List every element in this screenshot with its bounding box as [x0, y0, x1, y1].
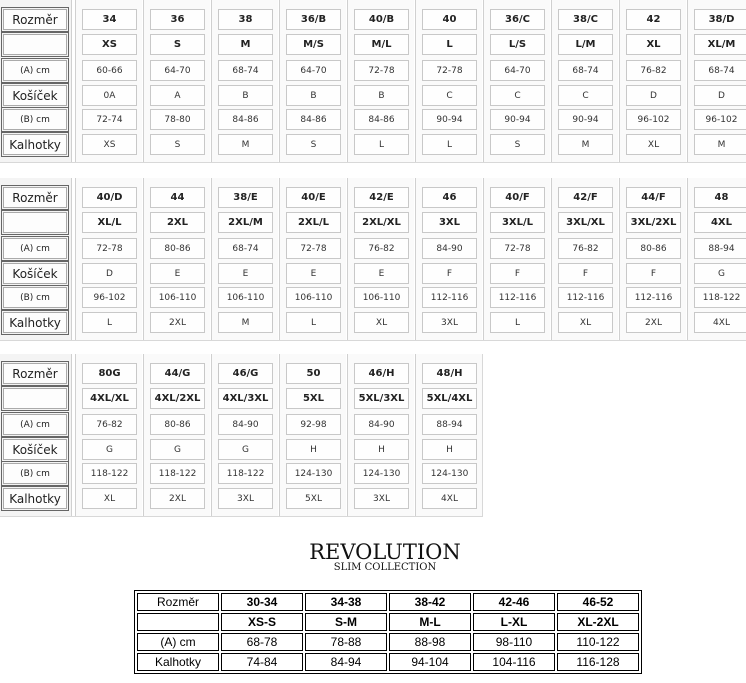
size-cell: 36/B: [286, 9, 341, 30]
row-header-cell: (B) cm: [3, 109, 67, 130]
table-cell: 78-88: [305, 633, 387, 651]
row-header-column: [0, 0, 72, 162]
row-header-cell: Rozměr: [3, 187, 67, 208]
letter-size-cell: 4XL/3XL: [218, 388, 273, 409]
cup-cell: F: [626, 263, 681, 284]
panties-cell: 2XL: [150, 312, 205, 333]
size-column: [619, 178, 686, 340]
b-cm-cell: 90-94: [490, 109, 545, 130]
letter-size-cell: XS: [82, 34, 137, 55]
size-column: [347, 178, 414, 340]
a-cm-cell: 84-90: [218, 414, 273, 435]
a-cm-cell: 64-70: [490, 60, 545, 81]
size-column: [75, 0, 142, 162]
size-cell: 44/F: [626, 187, 681, 208]
b-cm-cell: 118-122: [82, 463, 137, 484]
panties-cell: L: [422, 134, 477, 155]
cup-cell: B: [354, 85, 409, 106]
size-cell: 42/E: [354, 187, 409, 208]
size-column: [279, 0, 346, 162]
row-header-cell: Kalhotky: [3, 312, 67, 333]
cup-cell: F: [422, 263, 477, 284]
size-cell: 40/F: [490, 187, 545, 208]
table-cell: 94-104: [389, 653, 471, 671]
b-cm-cell: 106-110: [286, 287, 341, 308]
letter-size-cell: 5XL/4XL: [422, 388, 477, 409]
letter-size-cell: 3XL/2XL: [626, 212, 681, 233]
letter-size-cell: 4XL: [694, 212, 746, 233]
logo-sub-text: SLIM COLLECTION: [333, 562, 437, 573]
panties-cell: 2XL: [626, 312, 681, 333]
a-cm-cell: 72-78: [82, 238, 137, 259]
size-column: [415, 0, 482, 162]
a-cm-cell: 80-86: [626, 238, 681, 259]
b-cm-cell: 118-122: [150, 463, 205, 484]
size-cell: 38: [218, 9, 273, 30]
letter-size-cell: XL/L: [82, 212, 137, 233]
logo-main-text: REVOLUTION: [309, 540, 461, 564]
cup-cell: G: [82, 439, 137, 460]
panties-cell: L: [354, 134, 409, 155]
table-row: [137, 633, 639, 651]
table-cell: 68-78: [221, 633, 303, 651]
b-cm-cell: 118-122: [694, 287, 746, 308]
table-cell: 74-84: [221, 653, 303, 671]
size-cell: 38/D: [694, 9, 746, 30]
size-column: [279, 178, 346, 340]
cup-cell: C: [422, 85, 477, 106]
size-cell: 46: [422, 187, 477, 208]
a-cm-cell: 72-78: [490, 238, 545, 259]
table-cell: 84-94: [305, 653, 387, 671]
b-cm-cell: 124-130: [286, 463, 341, 484]
a-cm-cell: 76-82: [354, 238, 409, 259]
letter-size-cell: 2XL/XL: [354, 212, 409, 233]
panties-cell: M: [218, 134, 273, 155]
size-column: [619, 0, 686, 162]
row-header-cell: (A) cm: [3, 414, 67, 435]
row-header-cell: Rozměr: [3, 9, 67, 30]
panties-cell: L: [286, 312, 341, 333]
panties-cell: 4XL: [422, 488, 477, 509]
letter-size-cell: 4XL/2XL: [150, 388, 205, 409]
row-header-column: [0, 178, 72, 340]
cup-cell: G: [150, 439, 205, 460]
panties-cell: XL: [82, 488, 137, 509]
cup-cell: B: [218, 85, 273, 106]
row-label: Kalhotky: [137, 653, 219, 671]
size-column: [483, 0, 550, 162]
a-cm-cell: 88-94: [694, 238, 746, 259]
size-cell: 42: [626, 9, 681, 30]
letter-size-cell: 3XL: [422, 212, 477, 233]
a-cm-cell: 76-82: [626, 60, 681, 81]
a-cm-cell: 76-82: [82, 414, 137, 435]
cup-cell: A: [150, 85, 205, 106]
letter-size-cell: 2XL/M: [218, 212, 273, 233]
table-row: [137, 613, 639, 631]
size-column: [75, 354, 142, 516]
size-cell: 36/C: [490, 9, 545, 30]
letter-size-cell: M: [218, 34, 273, 55]
a-cm-cell: 72-78: [422, 60, 477, 81]
size-column: [347, 0, 414, 162]
cup-cell: C: [558, 85, 613, 106]
b-cm-cell: 118-122: [218, 463, 273, 484]
size-cell: 48: [694, 187, 746, 208]
row-header-cell: Košíček: [3, 85, 67, 106]
cup-cell: G: [694, 263, 746, 284]
b-cm-cell: 84-86: [354, 109, 409, 130]
size-cell: 80G: [82, 363, 137, 384]
letter-size-cell: 4XL/XL: [82, 388, 137, 409]
table-cell: 38-42: [389, 593, 471, 611]
b-cm-cell: 90-94: [558, 109, 613, 130]
table-cell: S-M: [305, 613, 387, 631]
b-cm-cell: 106-110: [218, 287, 273, 308]
size-table-block-3: [0, 354, 483, 517]
b-cm-cell: 124-130: [354, 463, 409, 484]
table-cell: 110-122: [557, 633, 639, 651]
letter-size-cell: 2XL/L: [286, 212, 341, 233]
size-cell: 46/G: [218, 363, 273, 384]
panties-cell: 4XL: [694, 312, 746, 333]
panties-cell: 3XL: [354, 488, 409, 509]
row-header-cell: [3, 212, 67, 233]
size-column: [143, 178, 210, 340]
panties-cell: M: [694, 134, 746, 155]
size-column: [211, 0, 278, 162]
size-cell: 40/D: [82, 187, 137, 208]
table-row: [137, 593, 639, 611]
b-cm-cell: 106-110: [150, 287, 205, 308]
b-cm-cell: 124-130: [422, 463, 477, 484]
panties-cell: XL: [626, 134, 681, 155]
cup-cell: E: [286, 263, 341, 284]
letter-size-cell: L/M: [558, 34, 613, 55]
row-label: Rozměr: [137, 593, 219, 611]
size-column: [687, 0, 746, 162]
size-cell: 38/E: [218, 187, 273, 208]
size-column: [483, 178, 550, 340]
cup-cell: F: [490, 263, 545, 284]
size-column: [347, 354, 414, 516]
letter-size-cell: 3XL/XL: [558, 212, 613, 233]
size-cell: 44/G: [150, 363, 205, 384]
letter-size-cell: M/L: [354, 34, 409, 55]
panties-cell: 3XL: [218, 488, 273, 509]
row-label: (A) cm: [137, 633, 219, 651]
row-header-cell: Košíček: [3, 439, 67, 460]
row-header-cell: [3, 34, 67, 55]
cup-cell: B: [286, 85, 341, 106]
revolution-size-table: [134, 590, 642, 674]
size-cell: 34: [82, 9, 137, 30]
a-cm-cell: 76-82: [558, 238, 613, 259]
letter-size-cell: 5XL/3XL: [354, 388, 409, 409]
size-column: [415, 178, 482, 340]
cup-cell: D: [82, 263, 137, 284]
table-cell: XL-2XL: [557, 613, 639, 631]
panties-cell: XL: [354, 312, 409, 333]
cup-cell: H: [422, 439, 477, 460]
table-row: [137, 653, 639, 671]
table-cell: 98-110: [473, 633, 555, 651]
row-header-column: [0, 354, 72, 516]
b-cm-cell: 84-86: [218, 109, 273, 130]
row-label: [137, 613, 219, 631]
cup-cell: E: [218, 263, 273, 284]
a-cm-cell: 68-74: [694, 60, 746, 81]
a-cm-cell: 60-66: [82, 60, 137, 81]
table-cell: 116-128: [557, 653, 639, 671]
revolution-logo: [300, 540, 470, 576]
size-column: [143, 0, 210, 162]
table-cell: XS-S: [221, 613, 303, 631]
size-cell: 40: [422, 9, 477, 30]
a-cm-cell: 84-90: [354, 414, 409, 435]
cup-cell: F: [558, 263, 613, 284]
size-cell: 40/B: [354, 9, 409, 30]
a-cm-cell: 72-78: [286, 238, 341, 259]
b-cm-cell: 112-116: [626, 287, 681, 308]
b-cm-cell: 112-116: [422, 287, 477, 308]
size-cell: 42/F: [558, 187, 613, 208]
b-cm-cell: 106-110: [354, 287, 409, 308]
b-cm-cell: 84-86: [286, 109, 341, 130]
table-cell: M-L: [389, 613, 471, 631]
row-header-cell: Košíček: [3, 263, 67, 284]
b-cm-cell: 90-94: [422, 109, 477, 130]
size-cell: 46/H: [354, 363, 409, 384]
a-cm-cell: 72-78: [354, 60, 409, 81]
size-cell: 44: [150, 187, 205, 208]
cup-cell: 0A: [82, 85, 137, 106]
size-column: [415, 354, 482, 516]
cup-cell: H: [354, 439, 409, 460]
b-cm-cell: 78-80: [150, 109, 205, 130]
size-column: [211, 178, 278, 340]
size-column: [75, 178, 142, 340]
row-header-cell: (B) cm: [3, 287, 67, 308]
panties-cell: S: [286, 134, 341, 155]
letter-size-cell: S: [150, 34, 205, 55]
letter-size-cell: XL: [626, 34, 681, 55]
size-cell: 36: [150, 9, 205, 30]
panties-cell: XL: [558, 312, 613, 333]
cup-cell: E: [354, 263, 409, 284]
a-cm-cell: 88-94: [422, 414, 477, 435]
a-cm-cell: 68-74: [218, 60, 273, 81]
a-cm-cell: 64-70: [150, 60, 205, 81]
row-header-cell: Rozměr: [3, 363, 67, 384]
table-cell: 46-52: [557, 593, 639, 611]
panties-cell: 3XL: [422, 312, 477, 333]
panties-cell: M: [218, 312, 273, 333]
size-table-block-1: [0, 0, 746, 163]
size-cell: 40/E: [286, 187, 341, 208]
size-column: [143, 354, 210, 516]
table-cell: 88-98: [389, 633, 471, 651]
a-cm-cell: 68-74: [218, 238, 273, 259]
letter-size-cell: 3XL/L: [490, 212, 545, 233]
panties-cell: 5XL: [286, 488, 341, 509]
row-header-cell: Kalhotky: [3, 488, 67, 509]
cup-cell: H: [286, 439, 341, 460]
panties-cell: XS: [82, 134, 137, 155]
a-cm-cell: 64-70: [286, 60, 341, 81]
size-column: [279, 354, 346, 516]
cup-cell: C: [490, 85, 545, 106]
b-cm-cell: 96-102: [694, 109, 746, 130]
panties-cell: L: [490, 312, 545, 333]
row-header-cell: (B) cm: [3, 463, 67, 484]
size-cell: 50: [286, 363, 341, 384]
letter-size-cell: L/S: [490, 34, 545, 55]
b-cm-cell: 96-102: [626, 109, 681, 130]
a-cm-cell: 92-98: [286, 414, 341, 435]
cup-cell: G: [218, 439, 273, 460]
b-cm-cell: 96-102: [82, 287, 137, 308]
panties-cell: S: [150, 134, 205, 155]
letter-size-cell: L: [422, 34, 477, 55]
cup-cell: E: [150, 263, 205, 284]
size-column: [687, 178, 746, 340]
row-header-cell: (A) cm: [3, 238, 67, 259]
b-cm-cell: 112-116: [490, 287, 545, 308]
table-cell: 42-46: [473, 593, 555, 611]
table-cell: 34-38: [305, 593, 387, 611]
panties-cell: S: [490, 134, 545, 155]
letter-size-cell: M/S: [286, 34, 341, 55]
row-header-cell: Kalhotky: [3, 134, 67, 155]
row-header-cell: (A) cm: [3, 60, 67, 81]
size-column: [551, 178, 618, 340]
letter-size-cell: XL/M: [694, 34, 746, 55]
letter-size-cell: 2XL: [150, 212, 205, 233]
cup-cell: D: [694, 85, 746, 106]
a-cm-cell: 84-90: [422, 238, 477, 259]
table-cell: 30-34: [221, 593, 303, 611]
panties-cell: 2XL: [150, 488, 205, 509]
b-cm-cell: 112-116: [558, 287, 613, 308]
a-cm-cell: 80-86: [150, 238, 205, 259]
table-cell: 104-116: [473, 653, 555, 671]
panties-cell: L: [82, 312, 137, 333]
a-cm-cell: 80-86: [150, 414, 205, 435]
cup-cell: D: [626, 85, 681, 106]
panties-cell: M: [558, 134, 613, 155]
row-header-cell: [3, 388, 67, 409]
size-cell: 38/C: [558, 9, 613, 30]
b-cm-cell: 72-74: [82, 109, 137, 130]
a-cm-cell: 68-74: [558, 60, 613, 81]
size-column: [211, 354, 278, 516]
size-table-block-2: [0, 178, 746, 341]
letter-size-cell: 5XL: [286, 388, 341, 409]
table-cell: L-XL: [473, 613, 555, 631]
size-column: [551, 0, 618, 162]
size-cell: 48/H: [422, 363, 477, 384]
